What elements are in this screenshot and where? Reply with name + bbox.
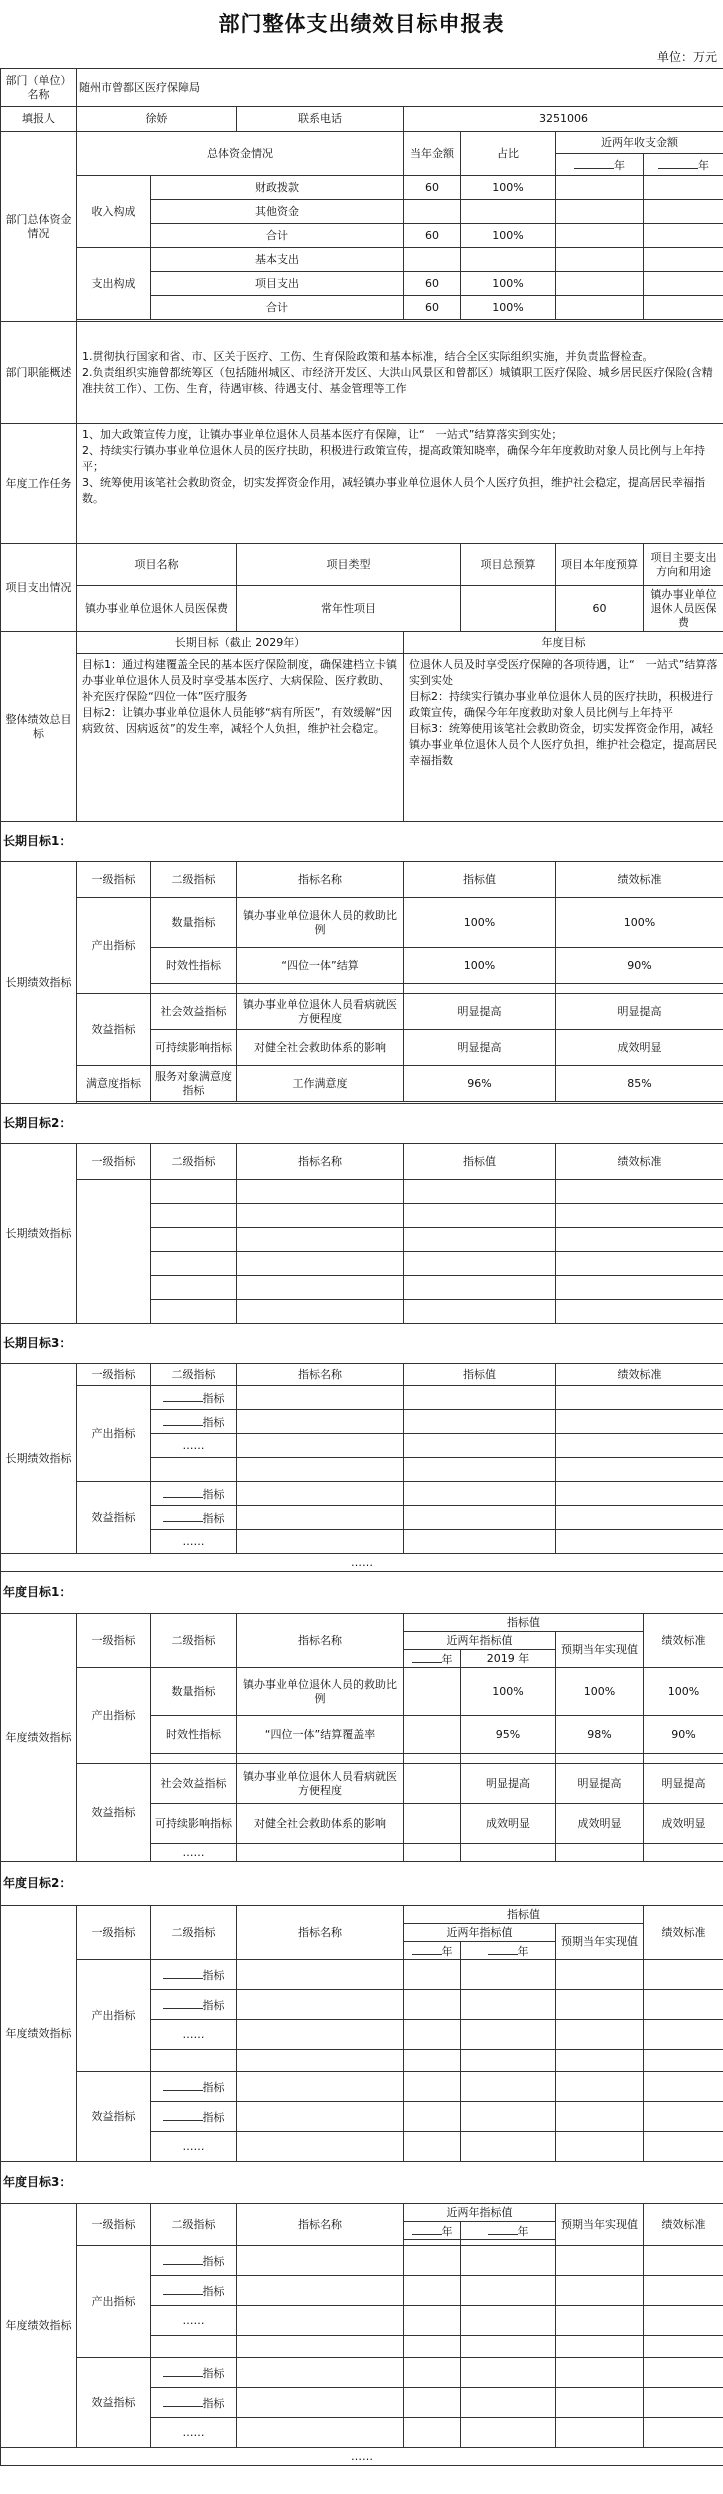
funds-row-ratio: 100%: [461, 296, 556, 320]
col-head-name: 指标名称: [237, 2204, 404, 2246]
funds-head-recent: 近两年收支金额: [556, 132, 723, 154]
col-head-level1: 一级指标: [77, 1614, 151, 1668]
col-head-level2: 二级指标: [151, 1144, 237, 1180]
indicator-value: 96%: [404, 1066, 556, 1102]
section-year-3: 年度目标3：: [1, 2162, 723, 2204]
level1-output: 产出指标: [77, 1668, 151, 1764]
level2-cell: 服务对象满意度指标: [151, 1066, 237, 1102]
col-head-level2: 二级指标: [151, 862, 237, 898]
indicator-standard: 100%: [644, 1668, 723, 1716]
unit-label: 单位：万元: [656, 50, 717, 64]
col-head-level1: 一级指标: [77, 1906, 151, 1960]
col-head-standard: 绩效标准: [556, 1364, 723, 1386]
indicator-standard: 成效明显: [644, 1804, 723, 1844]
indicator-standard: 明显提高: [644, 1764, 723, 1804]
col-head-value: 指标值: [404, 1144, 556, 1180]
col-head-level1: 一级指标: [77, 862, 151, 898]
task-label: 年度工作任务: [1, 424, 77, 544]
col-head-value: 指标值: [404, 862, 556, 898]
col-head-standard: 绩效标准: [644, 1906, 723, 1960]
col-head-level2: 二级指标: [151, 1906, 237, 1960]
level1-satisfaction: 满意度指标: [77, 1066, 151, 1102]
level2-blank: 指标: [151, 1386, 237, 1410]
indicator-name: 镇办事业单位退休人员的救助比例: [237, 898, 404, 948]
level2-blank: 指标: [151, 1482, 237, 1506]
project-head-year: 项目本年度预算: [556, 544, 644, 586]
project-label: 项目支出情况: [1, 544, 77, 632]
funds-row-ratio: 100%: [461, 272, 556, 296]
recent-year-b: 年: [461, 2222, 556, 2240]
funds-row-amount: [404, 248, 461, 272]
level2-cell: 时效性指标: [151, 1716, 237, 1754]
indicator-value-recent: 成效明显: [461, 1804, 556, 1844]
level1-benefit: 效益指标: [77, 994, 151, 1066]
long-1-label: 长期绩效指标: [1, 862, 77, 1104]
project-head-total: 项目总预算: [461, 544, 556, 586]
level2-dots: ……: [151, 2306, 237, 2336]
col-head-level2: 二级指标: [151, 2204, 237, 2246]
funds-row-amount: [404, 200, 461, 224]
level2-cell: 社会效益指标: [151, 1764, 237, 1804]
project-year-budget: 60: [556, 586, 644, 632]
duty-label: 部门职能概述: [1, 322, 77, 424]
level2-blank: 指标: [151, 2102, 237, 2132]
col-head-expected: 预期当年实现值: [556, 1924, 644, 1960]
duty-text: 1.贯彻执行国家和省、市、区关于医疗、工伤、生育保险政策和基本标准，结合全区实际组织实施，并负责监督检查。 2.负责组织实施曾都统筹区（包括随州城区、市经济开发区、大洪山风景区和曾都区）城镇职工医疗保险、城乡居民医疗保险(含精准扶贫工作）、工伤、生育，待遇审核、待遇支付、基金管理等工作: [77, 322, 723, 424]
funds-row-name: 基本支出: [151, 248, 404, 272]
section-long-2: 长期目标2：: [1, 1104, 723, 1144]
section-year-1: 年度目标1：: [1, 1572, 723, 1614]
project-type: 常年性项目: [237, 586, 461, 632]
section-long-3: 长期目标3：: [1, 1324, 723, 1364]
section-long-1: 长期目标1：: [1, 822, 723, 862]
level2-blank: 指标: [151, 2072, 237, 2102]
level2-blank: 指标: [151, 2358, 237, 2388]
col-head-value: 指标值: [404, 1364, 556, 1386]
funds-row-amount: 60: [404, 296, 461, 320]
funds-row-name: 合计: [151, 296, 404, 320]
level2-dots: ……: [151, 1434, 237, 1458]
funds-row-name: 项目支出: [151, 272, 404, 296]
project-total: [461, 586, 556, 632]
long-goal-text: 目标1：通过构建覆盖全民的基本医疗保险制度，确保建档立卡镇办事业单位退休人员及时享受基本医疗、大病保险、医疗救助、补充医疗保险“四位一体”医疗服务 目标2：让镇办事业单位退休人员能够“病有所医”，有效缓解“因病致贫、因病返贫”的发生率，减轻个人负担，维护社会稳定。: [77, 654, 404, 822]
project-use: 镇办事业单位退休人员医保费: [644, 586, 723, 632]
indicator-name: 工作满意度: [237, 1066, 404, 1102]
level1-benefit: 效益指标: [77, 1482, 151, 1554]
indicator-value-expected: 98%: [556, 1716, 644, 1754]
col-head-recent: 近两年指标值: [404, 1924, 556, 1942]
indicator-name: 镇办事业单位退休人员看病就医方便程度: [237, 1764, 404, 1804]
report-table: [0, 68, 723, 2466]
overall-label: 整体绩效总目标: [1, 632, 77, 822]
level1-output: 产出指标: [77, 2246, 151, 2358]
funds-row-ratio: [461, 200, 556, 224]
expense-label: 支出构成: [77, 248, 151, 320]
recent-year-a: 年: [404, 1942, 461, 1960]
level2-blank: 指标: [151, 1960, 237, 1990]
year-3-label: 年度绩效指标: [1, 2204, 77, 2448]
funds-row-ratio: 100%: [461, 224, 556, 248]
funds-row-name: 合计: [151, 224, 404, 248]
level2-cell: 时效性指标: [151, 948, 237, 984]
col-head-value: 指标值: [404, 1906, 644, 1924]
project-head-type: 项目类型: [237, 544, 461, 586]
indicator-value-expected: 明显提高: [556, 1764, 644, 1804]
task-text: 1、加大政策宣传力度，让镇办事业单位退休人员基本医疗有保障，让“ 一站式”结算落实到实处； 2、持续实行镇办事业单位退休人员的医疗扶助，积极进行政策宣传，提高政策知晓率，确保今年年度救助对象人员比例与上年持平； 3、统筹使用该笔社会救助资金，切实发挥资金作用，减轻镇办事业单位退休人员个人医疗负担，维护社会稳定，提高居民幸福指数。: [77, 424, 723, 544]
recent-year-a: 年: [404, 1650, 461, 1668]
funds-row-name: 其他资金: [151, 200, 404, 224]
indicator-value-recent: 100%: [461, 1668, 556, 1716]
level2-dots: ……: [151, 2020, 237, 2050]
recent-year-a: 年: [404, 2222, 461, 2240]
level2-dots: ……: [151, 2418, 237, 2448]
level2-blank: 指标: [151, 1410, 237, 1434]
indicator-name: 对健全社会救助体系的影响: [237, 1030, 404, 1066]
year-goal-head: 年度目标: [404, 632, 723, 654]
year-goal-text: 位退休人员及时享受医疗保障的各项待遇，让“ 一站式”结算落实到实处 目标2：持续实行镇办事业单位退休人员的医疗扶助，积极进行政策宣传，确保今年年度救助对象人员比例与上年持平 目标3：统筹使用该笔社会救助资金，切实发挥资金作用，减轻镇办事业单位退休人员个人医疗负担，维护社会稳定，提高居民幸福指数: [404, 654, 723, 822]
funds-section-label: 部门总体资金情况: [1, 132, 77, 322]
level2-cell: 可持续影响指标: [151, 1804, 237, 1844]
indicator-value: 明显提高: [404, 1030, 556, 1066]
year-2-label: 年度绩效指标: [1, 1906, 77, 2162]
filler-value: 徐娇: [77, 107, 237, 132]
level1-output: 产出指标: [77, 1960, 151, 2072]
level2-blank: 指标: [151, 2276, 237, 2306]
indicator-name: 镇办事业单位退休人员看病就医方便程度: [237, 994, 404, 1030]
col-head-expected: 预期当年实现值: [556, 2204, 644, 2246]
col-head-level2: 二级指标: [151, 1614, 237, 1668]
indicator-value: 100%: [404, 948, 556, 984]
col-head-name: 指标名称: [237, 1614, 404, 1668]
funds-row-name: 财政拨款: [151, 176, 404, 200]
col-head-name: 指标名称: [237, 1144, 404, 1180]
col-head-standard: 绩效标准: [556, 862, 723, 898]
indicator-name: 镇办事业单位退休人员的救助比例: [237, 1668, 404, 1716]
level2-dots: ……: [151, 1530, 237, 1554]
indicator-value-expected: 100%: [556, 1668, 644, 1716]
level2-blank: 指标: [151, 2246, 237, 2276]
indicator-standard: 明显提高: [556, 994, 723, 1030]
project-head-name: 项目名称: [77, 544, 237, 586]
continuation-dots: ……: [1, 1554, 723, 1572]
indicator-value: 100%: [404, 898, 556, 948]
dept-label: 部门（单位）名称: [1, 69, 77, 107]
col-head-level1: 一级指标: [77, 2204, 151, 2246]
level2-blank: 指标: [151, 2388, 237, 2418]
col-head-level2: 二级指标: [151, 1364, 237, 1386]
col-head-name: 指标名称: [237, 862, 404, 898]
indicator-name: “四位一体”结算覆盖率: [237, 1716, 404, 1754]
funds-row-amount: 60: [404, 176, 461, 200]
funds-row-amount: 60: [404, 224, 461, 248]
recent-year-b: 年: [461, 1942, 556, 1960]
dept-value: 随州市曾都区医疗保障局: [77, 69, 723, 107]
level2-blank: 指标: [151, 1990, 237, 2020]
indicator-value-expected: 成效明显: [556, 1804, 644, 1844]
funds-head-total: 总体资金情况: [77, 132, 404, 176]
col-head-recent: 近两年指标值: [404, 2204, 556, 2222]
level1-output: 产出指标: [77, 898, 151, 994]
funds-year-a: 年: [556, 154, 644, 176]
level2-dots: ……: [151, 1844, 237, 1862]
long-3-label: 长期绩效指标: [1, 1364, 77, 1554]
continuation-dots: ……: [1, 2448, 723, 2466]
indicator-value-recent: 95%: [461, 1716, 556, 1754]
funds-head-ratio: 占比: [461, 132, 556, 176]
level1-benefit: 效益指标: [77, 2072, 151, 2162]
level2-cell: 数量指标: [151, 1668, 237, 1716]
page-title: 部门整体支出绩效目标申报表: [218, 12, 505, 36]
section-year-2: 年度目标2：: [1, 1862, 723, 1906]
indicator-standard: 成效明显: [556, 1030, 723, 1066]
col-head-value: 指标值: [404, 1614, 644, 1632]
level2-cell: 数量指标: [151, 898, 237, 948]
level1-benefit: 效益指标: [77, 1764, 151, 1862]
indicator-standard: 85%: [556, 1066, 723, 1102]
level1-benefit: 效益指标: [77, 2358, 151, 2448]
level2-blank: 指标: [151, 1506, 237, 1530]
col-head-standard: 绩效标准: [644, 2204, 723, 2246]
long-2-label: 长期绩效指标: [1, 1144, 77, 1324]
funds-row-amount: 60: [404, 272, 461, 296]
year-1-label: 年度绩效指标: [1, 1614, 77, 1862]
project-name: 镇办事业单位退休人员医保费: [77, 586, 237, 632]
funds-row-ratio: [461, 248, 556, 272]
col-head-level1: 一级指标: [77, 1144, 151, 1180]
indicator-value-recent: 明显提高: [461, 1764, 556, 1804]
col-head-expected: 预期当年实现值: [556, 1632, 644, 1668]
indicator-standard: 90%: [644, 1716, 723, 1754]
col-head-standard: 绩效标准: [644, 1614, 723, 1668]
col-head-name: 指标名称: [237, 1364, 404, 1386]
indicator-standard: 100%: [556, 898, 723, 948]
indicator-standard: 90%: [556, 948, 723, 984]
project-head-use: 项目主要支出方向和用途: [644, 544, 723, 586]
phone-label: 联系电话: [237, 107, 404, 132]
income-label: 收入构成: [77, 176, 151, 248]
level2-cell: 社会效益指标: [151, 994, 237, 1030]
col-head-name: 指标名称: [237, 1906, 404, 1960]
col-head-level1: 一级指标: [77, 1364, 151, 1386]
funds-year-b: 年: [644, 154, 723, 176]
col-head-recent: 近两年指标值: [404, 1632, 556, 1650]
long-goal-head: 长期目标（截止 2029年）: [77, 632, 404, 654]
level2-dots: ……: [151, 2132, 237, 2162]
indicator-value: 明显提高: [404, 994, 556, 1030]
level2-cell: 可持续影响指标: [151, 1030, 237, 1066]
indicator-name: “四位一体”结算: [237, 948, 404, 984]
indicator-name: 对健全社会救助体系的影响: [237, 1804, 404, 1844]
phone-value: 3251006: [404, 107, 723, 132]
level1-output: 产出指标: [77, 1386, 151, 1482]
funds-head-amount: 当年金额: [404, 132, 461, 176]
recent-year-b: 2019 年: [461, 1650, 556, 1668]
filler-label: 填报人: [1, 107, 77, 132]
col-head-standard: 绩效标准: [556, 1144, 723, 1180]
funds-row-ratio: 100%: [461, 176, 556, 200]
